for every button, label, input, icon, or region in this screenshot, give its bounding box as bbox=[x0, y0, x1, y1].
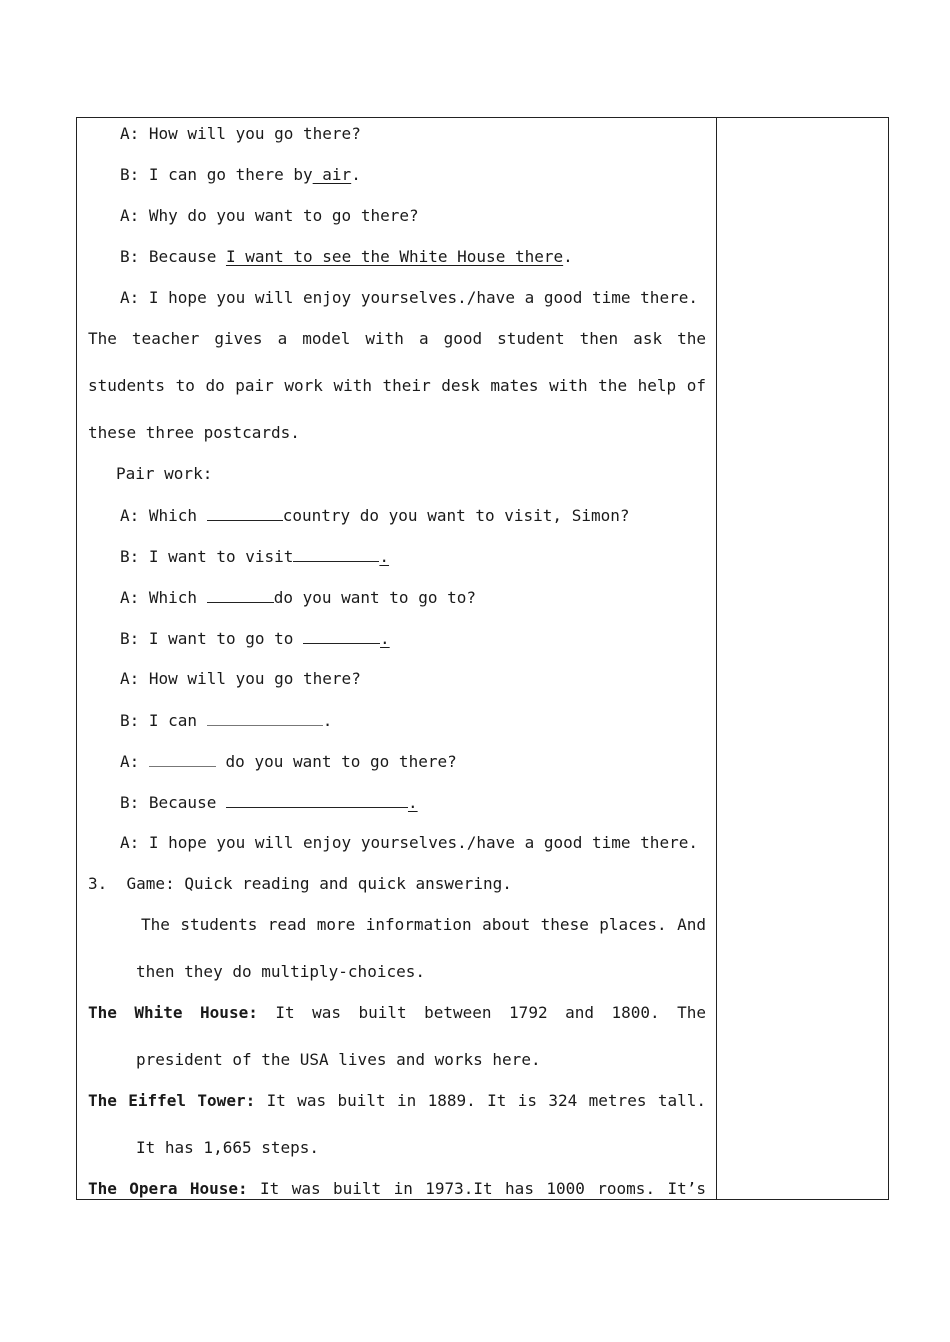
dialog-text: B: I can bbox=[120, 711, 207, 730]
instruction-line: The teacher gives a model with a good student then ask the bbox=[88, 329, 706, 348]
pair-work-line bbox=[120, 833, 698, 853]
game-title: 3. Game: Quick reading and quick answering. bbox=[88, 874, 512, 893]
dialog-text: B: Because bbox=[120, 793, 226, 812]
answer-blank bbox=[149, 751, 216, 767]
dialog-text: . bbox=[563, 247, 573, 266]
answer-text: I want to see the White House there bbox=[225, 247, 564, 266]
place-text: It was built between 1792 and 1800. The bbox=[257, 1003, 707, 1022]
dialog-line bbox=[120, 206, 419, 226]
place-opera-house bbox=[88, 1179, 706, 1199]
place-name: The White House: bbox=[88, 1003, 258, 1022]
dialog-line bbox=[120, 165, 361, 185]
pair-work-line bbox=[120, 628, 390, 649]
column-divider bbox=[716, 118, 717, 1199]
game-description: then they do multiply-choices. bbox=[136, 962, 425, 981]
dialog-text: A: How will you go there? bbox=[120, 124, 361, 143]
answer-blank bbox=[207, 710, 323, 726]
dialog-text: B: I want to go to bbox=[120, 629, 304, 648]
dialog-text: B: Because bbox=[120, 247, 226, 266]
dialog-line bbox=[120, 288, 698, 308]
answer-blank bbox=[207, 505, 283, 521]
dialog-text: . bbox=[407, 793, 418, 812]
lesson-content-cell bbox=[77, 118, 716, 1199]
answer-blank bbox=[303, 628, 380, 644]
dialog-text: country do you want to visit, Simon? bbox=[282, 506, 630, 525]
answer-blank bbox=[207, 587, 274, 603]
pair-work-line bbox=[120, 587, 476, 608]
pair-work-line bbox=[120, 710, 332, 731]
dialog-text: A: Why do you want to go there? bbox=[120, 206, 419, 225]
place-white-house-detail: president of the USA lives and works here. bbox=[136, 1050, 541, 1069]
dialog-text: A: How will you go there? bbox=[120, 669, 361, 688]
dialog-text: do you want to go to? bbox=[273, 588, 476, 607]
place-text: It was built in 1973.It has 1000 rooms. It’s bbox=[247, 1179, 706, 1198]
instruction-line: students to do pair work with their desk mates with the help of bbox=[88, 376, 706, 395]
pair-work-line bbox=[120, 792, 418, 813]
dialog-text: . bbox=[322, 711, 333, 730]
dialog-text: A: Which bbox=[120, 588, 207, 607]
answer-blank bbox=[226, 792, 408, 808]
dialog-text: . bbox=[379, 547, 390, 566]
lesson-table bbox=[76, 117, 889, 1200]
dialog-text: A: I hope you will enjoy yourselves./have a good time there. bbox=[120, 833, 698, 852]
dialog-text: A: I hope you will enjoy yourselves./have a good time there. bbox=[120, 288, 698, 307]
dialog-text: B: I can go there by bbox=[120, 165, 313, 184]
pair-work-line bbox=[120, 669, 361, 689]
place-eiffel-tower bbox=[88, 1091, 706, 1111]
answer-blank bbox=[293, 546, 379, 562]
dialog-text: A: bbox=[120, 752, 149, 771]
place-name: The Opera House: bbox=[88, 1179, 248, 1198]
dialog-text: . bbox=[351, 165, 361, 184]
place-white-house bbox=[88, 1003, 706, 1023]
answer-text: air bbox=[312, 165, 352, 184]
instruction-line: these three postcards. bbox=[88, 423, 300, 442]
dialog-text: A: Which bbox=[120, 506, 207, 525]
pair-work-title: Pair work: bbox=[116, 464, 213, 483]
game-description: The students read more information about these places. And bbox=[141, 915, 706, 934]
pair-work-line bbox=[120, 751, 457, 772]
pair-work-line bbox=[120, 505, 629, 526]
place-name: The Eiffel Tower: bbox=[88, 1091, 256, 1110]
dialog-text: do you want to go there? bbox=[215, 752, 457, 771]
dialog-line bbox=[120, 124, 361, 144]
dialog-text: . bbox=[380, 629, 390, 648]
dialog-text: B: I want to visit bbox=[120, 547, 294, 566]
dialog-line bbox=[120, 247, 573, 267]
place-eiffel-tower-detail: It has 1,665 steps. bbox=[136, 1138, 320, 1157]
pair-work-line bbox=[120, 546, 389, 567]
place-text: It was built in 1889. It is 324 metres tall. bbox=[255, 1091, 706, 1110]
